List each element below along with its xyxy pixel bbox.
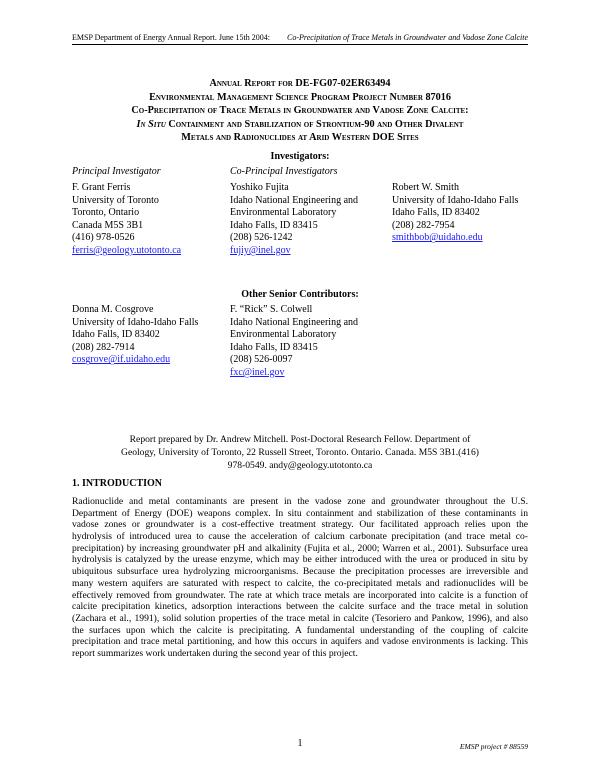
- copi2-org: University of Idaho-Idaho Falls: [392, 194, 519, 206]
- intro-line: (Zachara et al., 1991), solid solution properties of the trace metal in calcite (Tesoriero and Pankow, 1996), and also: [72, 612, 528, 624]
- running-header-right: Co-Precipitation of Trace Metals in Groundwater and Vadose Zone Calcite: [287, 33, 528, 42]
- title-line-4: [60, 118, 540, 132]
- contributor2-name: F. “Rick” S. Colwell: [230, 304, 313, 315]
- copi1-email-link[interactable]: fujiy@inel.gov: [230, 244, 291, 256]
- intro-line: Department of Energy (DOE) weapons complex. In situ containment and stabilization of these contaminants in: [72, 507, 528, 519]
- document-title: [60, 77, 540, 145]
- copi2-city: Idaho Falls, ID 83402: [392, 207, 480, 219]
- contributor1-email-link[interactable]: cosgrove@if.uidaho.edu: [72, 354, 171, 366]
- header-rule: [72, 44, 528, 45]
- pi-phone: (416) 978-0526: [72, 232, 135, 244]
- intro-line: report summarizes work undertaken during the second year of this project.: [72, 647, 358, 659]
- copi2-name: Robert W. Smith: [392, 182, 459, 193]
- contributors-heading: Other Senior Contributors:: [241, 289, 359, 300]
- title-line-4-rest: Containment and Stabilization of Strontium-90 and Other Divalent: [165, 118, 464, 130]
- intro-line: Radionuclide and metal contaminants are present in the vadose zone and groundwater throughout the U.S.: [72, 496, 528, 507]
- copi1-phone: (208) 526-1242: [230, 232, 293, 244]
- contributor1-contact: [72, 304, 198, 367]
- copi2-phone: (208) 282-7954: [392, 219, 455, 231]
- report-note-line-1: Report prepared by Dr. Andrew Mitchell. Post-Doctoral Research Fellow. Department of: [129, 434, 471, 445]
- investigators-heading: Investigators:: [270, 151, 330, 162]
- copi2-email-link[interactable]: smithbob@uidaho.edu: [392, 232, 483, 244]
- pi-name: F. Grant Ferris: [72, 182, 131, 193]
- contributor2-org-1: Idaho National Engineering and: [230, 316, 359, 328]
- contributor2-contact: [230, 304, 358, 380]
- pi-email-link[interactable]: ferris@geology.utotonto.ca: [72, 244, 182, 256]
- pi-contact: [72, 182, 181, 258]
- pi-country: Canada M5S 3B1: [72, 219, 144, 231]
- copi-role-label: Co-Principal Investigators: [230, 166, 338, 177]
- title-line-2: Environmental Management Science Program Project Number 87016: [149, 91, 451, 103]
- pi-org: University of Toronto: [72, 194, 159, 206]
- title-line-5: Metals and Radionuclides at Arid Western DOE Sites: [181, 132, 419, 143]
- copi1-city: Idaho Falls, ID 83415: [230, 219, 318, 231]
- title-line-1: Annual Report for DE-FG07-02ER63494: [209, 78, 391, 89]
- intro-line: hydrolysis of introduced urea to cause the acceleration of calcium carbonate precipitation (and trace metal co-: [72, 531, 528, 543]
- copi1-name: Yoshiko Fujita: [230, 182, 289, 193]
- contributor2-email-link[interactable]: fxc@inel.gov: [230, 366, 285, 378]
- title-in-situ: In Situ: [136, 118, 166, 130]
- contributor2-phone: (208) 526-0097: [230, 354, 293, 366]
- report-preparation-note: [120, 433, 480, 472]
- intro-line: ubiquitous subsurface urea hydrolyzing microorganisms. Because the precipitation processes are irreversible and: [72, 566, 528, 578]
- intro-line: effectively removed from groundwater. The rate at which trace metals are incorporated into calcite is a function of: [72, 589, 528, 601]
- report-note-line-3: 978-0549. andy@geology.utotonto.ca: [227, 460, 373, 471]
- contributor2-org-2: Environmental Laboratory: [230, 329, 337, 341]
- introduction-paragraph: [72, 496, 528, 660]
- intro-line: precipitation and trace metal partitioning, and how this occurs in aquifers and vadose environments is lacking. This: [72, 636, 528, 648]
- copi1-org-1: Idaho National Engineering and: [230, 194, 359, 206]
- intro-line: calcite precipitation kinetics, adsorption interactions between the calcite surface and the trace metal in solution: [72, 601, 528, 613]
- intro-line: vadose zones or groundwater is a cost-effective treatment strategy. Our facilitated approach relies upon the: [72, 519, 528, 531]
- pi-city: Toronto, Ontario: [72, 207, 140, 219]
- introduction-heading: 1. INTRODUCTION: [72, 478, 163, 489]
- intro-line: many western aquifers are saturated with respect to calcite, the co-precipitated metals and radionuclides will be: [72, 577, 528, 589]
- running-header-left: EMSP Department of Energy Annual Report. June 15th 2004:: [72, 33, 270, 42]
- copi2-contact: [392, 182, 518, 245]
- contributor2-city: Idaho Falls, ID 83415: [230, 341, 318, 353]
- contributor1-org: University of Idaho-Idaho Falls: [72, 316, 199, 328]
- contributor1-name: Donna M. Cosgrove: [72, 304, 154, 315]
- copi1-contact: [230, 182, 358, 258]
- pi-role-label: Principal Investigator: [72, 166, 161, 177]
- project-number: EMSP project # 88559: [459, 742, 528, 751]
- report-note-line-2: Geology, University of Toronto, 22 Russell Street, Toronto. Ontario. Canada. M5S 3B1.(416): [121, 447, 479, 458]
- intro-line: hydrolysis is catalyzed by the urease enzyme, which may be either introduced with the urea or produced in situ by: [72, 554, 528, 566]
- title-line-3: Co-Precipitation of Trace Metals in Groundwater and Vadose Zone Calcite:: [131, 105, 469, 116]
- page-number: 1: [297, 738, 303, 749]
- intro-line: the surfaces upon which the calcite is precipitating. A fundamental understanding of the coupling of calcite: [72, 624, 528, 636]
- contributor1-city: Idaho Falls, ID 83402: [72, 329, 160, 341]
- contributor1-phone: (208) 282-7914: [72, 341, 135, 353]
- copi1-org-2: Environmental Laboratory: [230, 207, 337, 219]
- intro-line: precipitation) by increasing groundwater pH and alkalinity (Fujita et al., 2000; Warren et al., 2001). Subsurface urea: [72, 542, 528, 554]
